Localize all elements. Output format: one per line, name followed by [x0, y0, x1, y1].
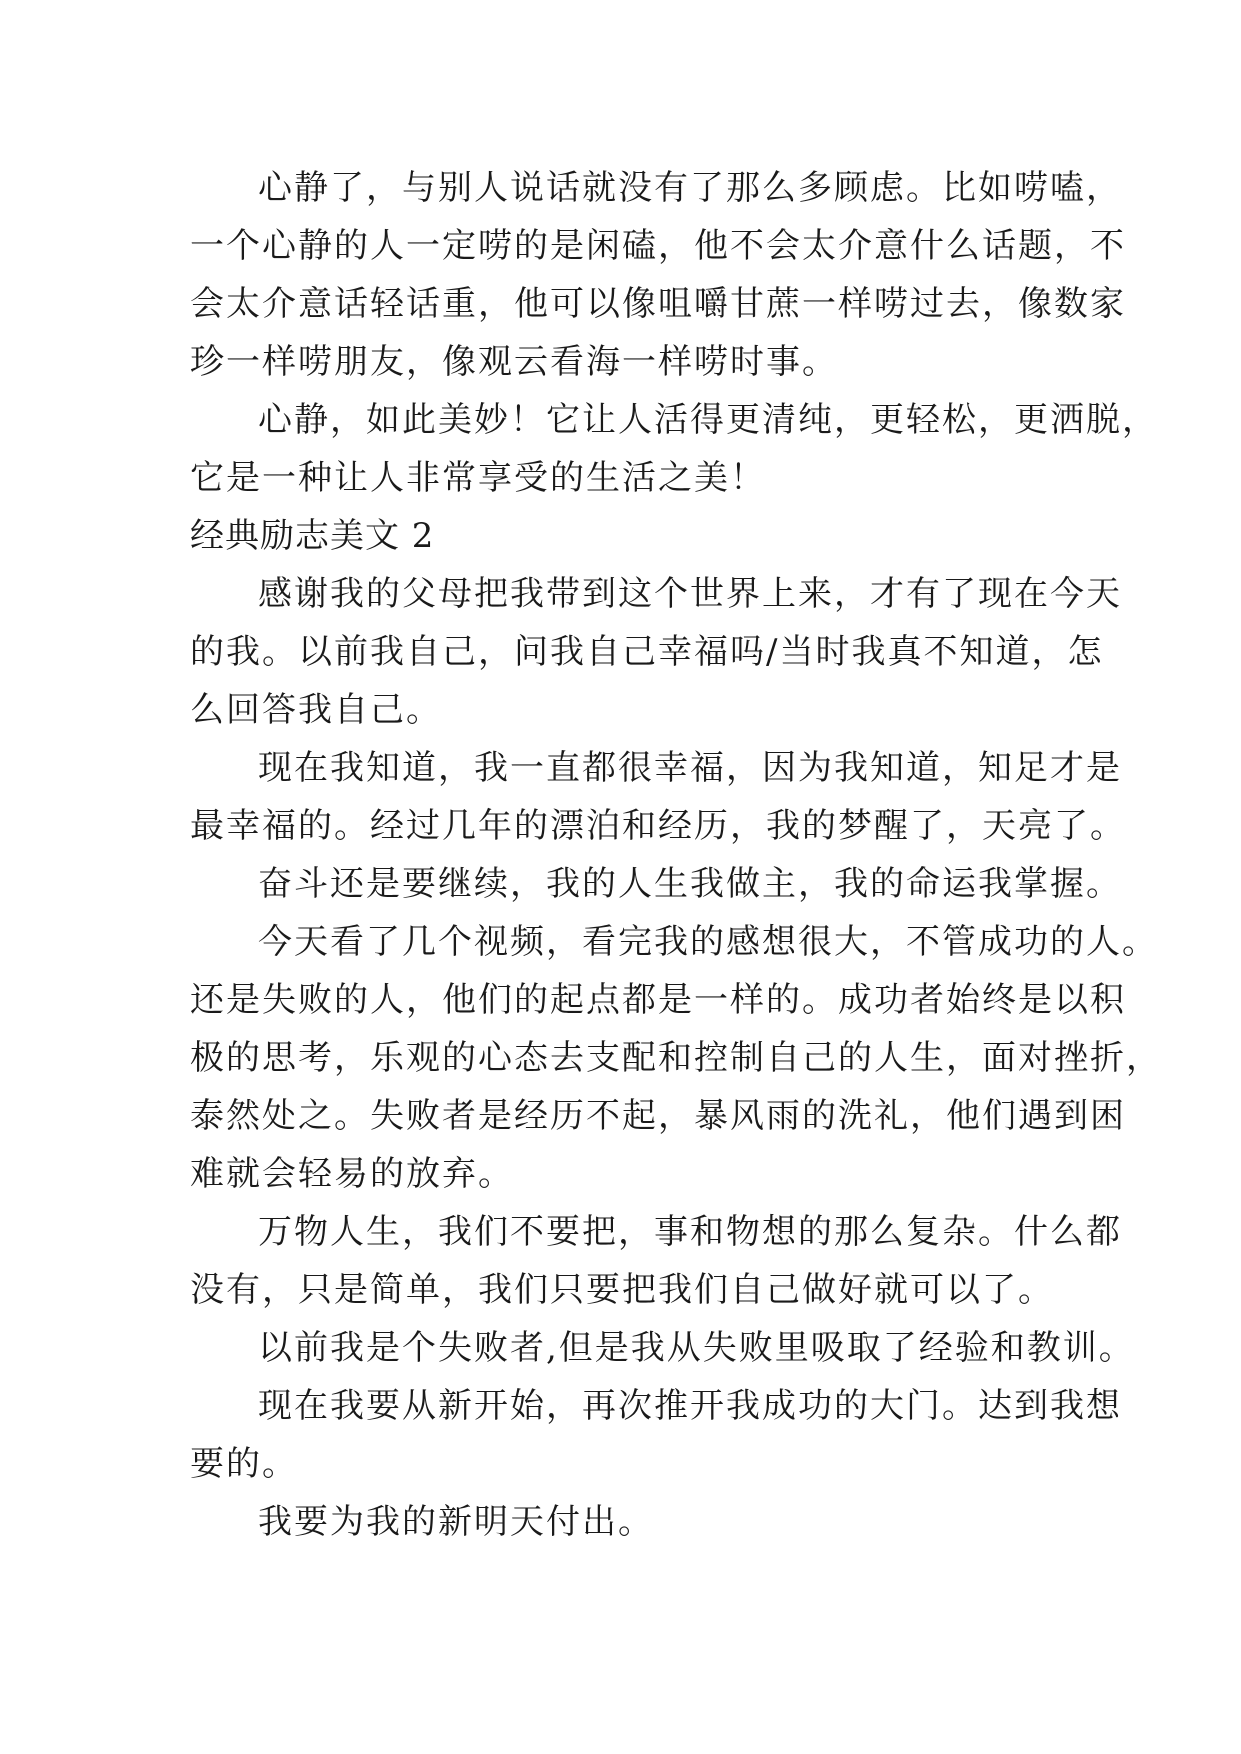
text-line: 会太介意话轻话重，他可以像咀嚼甘蔗一样唠过去，像数家: [190, 284, 1126, 324]
text-line: 心静了，与别人说话就没有了那么多顾虑。比如唠嗑，: [258, 168, 1122, 208]
text-line: 以前我是个失败者,但是我从失败里吸取了经验和教训。: [258, 1328, 1135, 1368]
text-line: 它是一种让人非常享受的生活之美！: [190, 458, 766, 498]
text-line: 万物人生，我们不要把，事和物想的那么复杂。什么都: [258, 1212, 1122, 1252]
text-line: 奋斗还是要继续，我的人生我做主，我的命运我掌握。: [258, 864, 1122, 904]
text-line: 还是失败的人，他们的起点都是一样的。成功者始终是以积: [190, 980, 1126, 1020]
text-line: 极的思考，乐观的心态去支配和控制自己的人生，面对挫折，: [190, 1038, 1162, 1078]
section-heading: 经典励志美文 2: [190, 516, 435, 556]
text-line: 感谢我的父母把我带到这个世界上来，才有了现在今天: [258, 574, 1122, 614]
text-line: 没有，只是简单，我们只要把我们自己做好就可以了。: [190, 1270, 1054, 1310]
text-line: 的我。以前我自己，问我自己幸福吗/当时我真不知道，怎: [190, 632, 1104, 672]
text-line: 珍一样唠朋友，像观云看海一样唠时事。: [190, 342, 838, 382]
text-line: 我要为我的新明天付出。: [258, 1502, 654, 1542]
text-line: 么回答我自己。: [190, 690, 442, 730]
text-line: 现在我要从新开始，再次推开我成功的大门。达到我想: [258, 1386, 1122, 1426]
text-line: 现在我知道，我一直都很幸福，因为我知道，知足才是: [258, 748, 1122, 788]
text-line: 心静，如此美妙！它让人活得更清纯，更轻松，更洒脱，: [258, 400, 1158, 440]
text-line: 泰然处之。失败者是经历不起，暴风雨的洗礼，他们遇到困: [190, 1096, 1126, 1136]
text-line: 难就会轻易的放弃。: [190, 1154, 514, 1194]
text-line: 要的。: [190, 1444, 298, 1484]
text-line: 最幸福的。经过几年的漂泊和经历，我的梦醒了，天亮了。: [190, 806, 1126, 846]
text-line: 今天看了几个视频，看完我的感想很大，不管成功的人。: [258, 922, 1158, 962]
text-line: 一个心静的人一定唠的是闲磕，他不会太介意什么话题，不: [190, 226, 1126, 266]
